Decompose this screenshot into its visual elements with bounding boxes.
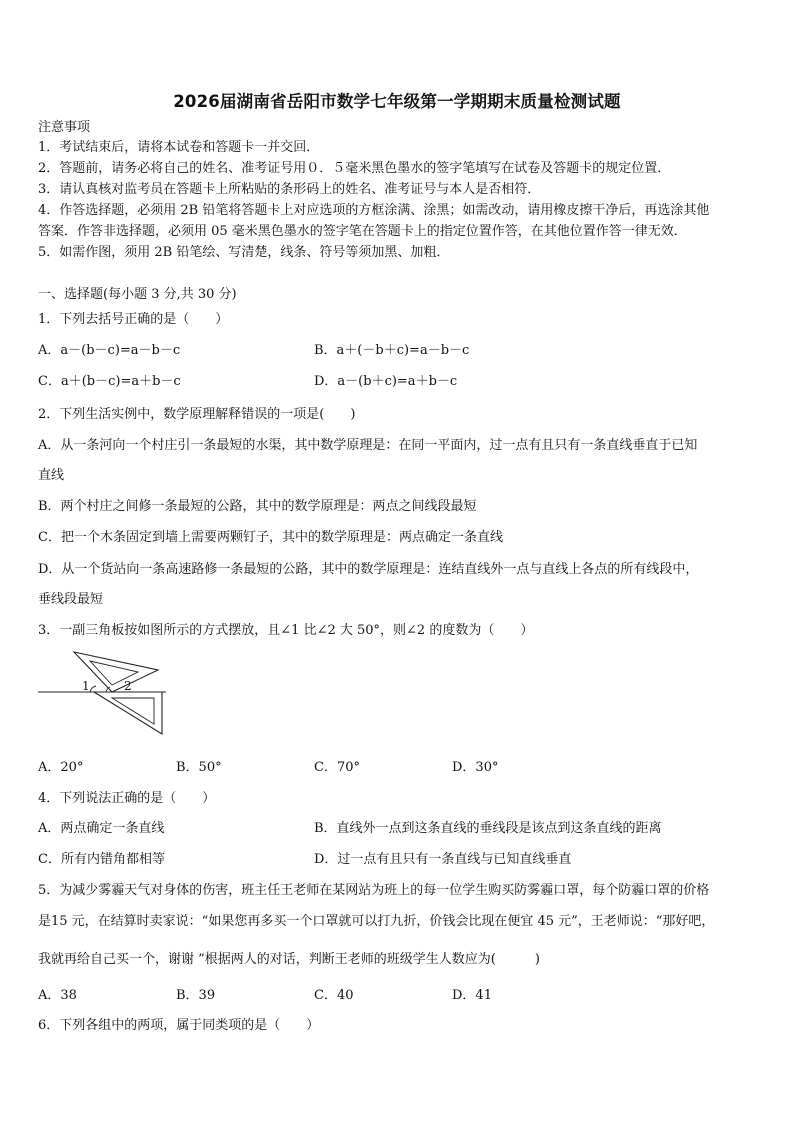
- q3-option-d: D．30°: [452, 760, 499, 775]
- q4-option-c: C．所有内错角都相等: [38, 852, 165, 867]
- q4-option-b: B．直线外一点到这条直线的垂线段是该点到这条直线的距离: [314, 821, 662, 836]
- notice-item: 答案．作答非选择题，必须用 05 毫米黑色墨水的签字笔在答题卡上的指定位置作答，在其他位置作答一律无效．: [38, 224, 687, 239]
- angle-2-label: 2: [124, 679, 132, 693]
- q2-option-d: D．从一个货站向一条高速路修一条最短的公路，其中的数学原理是：连结直线外一点与直线上各点的所有线段中，: [38, 562, 699, 577]
- question-5-line: 5．为减少雾霾天气对身体的伤害，班主任王老师在某网站为班上的每一位学生购买防雾霾口罩，每个防霾口罩的价格: [38, 883, 710, 898]
- bottom-set-square-inner: [112, 698, 154, 724]
- notice-item: 1．考试结束后，请将本试卷和答题卡一并交回．: [38, 140, 320, 155]
- q2-option-a-cont: 直线: [38, 468, 65, 483]
- q5-option-d: D．41: [452, 988, 492, 1003]
- question-5-line: 我就再给自己买一个，谢谢 ”根据两人的对话，判断王老师的班级学生人数应为( ): [38, 952, 540, 967]
- q1-option-d: D．a－(b＋c)=a＋b－c: [314, 374, 458, 389]
- question-5-line: 是15 元，在结算时卖家说：“如果您再多买一个口罩就可以打九折，价钱会比现在便宜 45 元”，王老师说：“那好吧，: [38, 914, 715, 929]
- notice-item: 2．答题前，请务必将自己的姓名、准考证号用０．５毫米黑色墨水的签字笔填写在试卷及答题卡的规定位置．: [38, 161, 671, 176]
- question-1-stem: 1．下列去括号正确的是（ ）: [38, 312, 229, 327]
- q5-option-a: A．38: [38, 988, 77, 1003]
- q2-option-d-cont: 垂线段最短: [38, 592, 104, 607]
- q2-option-b: B．两个村庄之间修一条最短的公路，其中的数学原理是：两点之间线段最短: [38, 499, 477, 514]
- q3-option-c: C．70°: [314, 760, 360, 775]
- q1-option-c: C．a＋(b－c)=a＋b－c: [38, 374, 181, 389]
- notice-item: 5．如需作图，须用 2B 铅笔绘、写清楚，线条、符号等须加黑、加粗．: [38, 245, 450, 260]
- q2-option-c: C．把一个木条固定到墙上需要两颗钉子，其中的数学原理是：两点确定一条直线: [38, 530, 503, 545]
- section-heading: 一、选择题(每小题 3 分,共 30 分): [38, 287, 237, 302]
- q4-option-a: A．两点确定一条直线: [38, 821, 165, 836]
- question-4-stem: 4．下列说法正确的是（ ）: [38, 791, 216, 806]
- notice-item: 3．请认真核对监考员在答题卡上所粘贴的条形码上的姓名、准考证号与本人是否相符．: [38, 182, 541, 197]
- angle-1-label: 1: [82, 679, 90, 693]
- q5-option-c: C．40: [314, 988, 354, 1003]
- q1-option-a: A．a－(b－c)=a－b－c: [38, 343, 181, 358]
- set-squares-figure: [38, 648, 166, 748]
- angle-1-arc: [90, 686, 96, 692]
- q5-option-b: B．39: [176, 988, 216, 1003]
- question-6-stem: 6．下列各组中的两项，属于同类项的是（ ）: [38, 1018, 320, 1033]
- q2-option-a: A．从一条河向一个村庄引一条最短的水渠，其中数学原理是：在同一平面内，过一点有且只有一条直线垂直于已知: [38, 438, 698, 453]
- q3-option-b: B．50°: [176, 760, 222, 775]
- q1-option-b: B．a＋(－b＋c)=a－b－c: [314, 343, 470, 358]
- q4-option-d: D．过一点有且只有一条直线与已知直线垂直: [314, 852, 572, 867]
- question-2-stem: 2．下列生活实例中，数学原理解释错误的一项是( ): [38, 407, 356, 422]
- notice-heading: 注意事项: [38, 120, 91, 135]
- page-title: 2026届湖南省岳阳市数学七年级第一学期期末质量检测试题: [173, 92, 621, 111]
- question-3-stem: 3．一副三角板按如图所示的方式摆放，且∠1 比∠2 大 50°，则∠2 的度数为（ ）: [38, 623, 534, 638]
- notice-item: 4．作答选择题，必须用 2B 铅笔将答题卡上对应选项的方框涂满、涂黑；如需改动，请用橡皮擦干净后，再选涂其他: [38, 203, 710, 218]
- q3-option-a: A．20°: [38, 760, 84, 775]
